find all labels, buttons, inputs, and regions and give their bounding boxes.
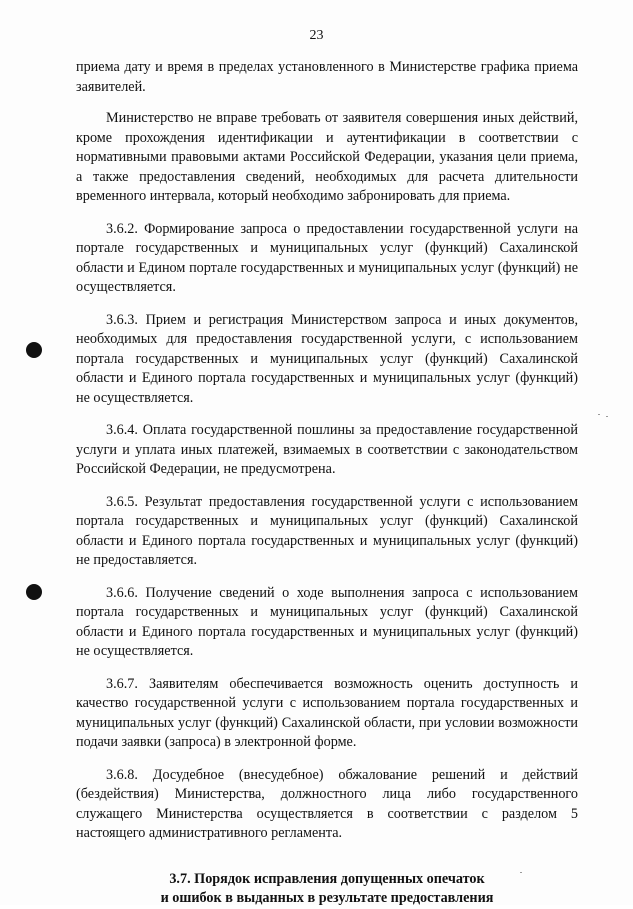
page-number: 23 bbox=[309, 28, 324, 43]
paragraph-3-6-5: 3.6.5. Результат предоставления государственной услуги с использованием портала государственных и муниципальных услуг (функций) Сахалинской области и Единого портала государственных и муниципальных услуг (функций) не предоставляется. bbox=[76, 493, 578, 568]
section-heading-line: и ошибок в выданных в результате предоставления bbox=[160, 890, 494, 906]
document-body bbox=[76, 58, 578, 909]
section-heading-line: 3.7. Порядок исправления допущенных опечаток bbox=[169, 870, 485, 887]
paragraph-3-6-4: 3.6.4. Оплата государственной пошлины за предоставление государственной услуги и уплата иных платежей, взимаемых в соответствии с законодательством Российской Федерации, не предусмотрена. bbox=[76, 422, 578, 477]
paragraph-3-6-2: 3.6.2. Формирование запроса о предоставлении государственной услуги на портале государственных и муниципальных услуг (функций) Сахалинской области и Едином портале государственных и муниципальных услуг (функций) не осуществляется. bbox=[76, 220, 578, 295]
scan-speck bbox=[598, 414, 600, 415]
paragraph-3-6-6: 3.6.6. Получение сведений о ходе выполнения запроса с использованием портала государственных и муниципальных услуг (функций) Сахалинской области и Единого портала государственных и муниципальных услуг (функций) не осуществляется. bbox=[76, 584, 578, 659]
paragraph-3-6-8: 3.6.8. Досудебное (внесудебное) обжалование решений и действий (бездействия) Министерства, должностного лица либо государственного служащего Министерства осуществляется в соответствии с разделом 5 настоящего административного регламента. bbox=[76, 766, 578, 841]
paragraph-3-6-7: 3.6.7. Заявителям обеспечивается возможность оценить доступность и качество государственной услуги с использованием портала государственных и муниципальных услуг (функций) Сахалинской области, при условии возможности подачи заявки (запроса) в электронной форме. bbox=[76, 675, 578, 750]
paragraph-ministry-restrictions: Министерство не вправе требовать от заявителя совершения иных действий, кроме прохождения идентификации и аутентификации в соответствии с нормативными правовыми актами Российской Федерации, указания цели приема, а также предоставления сведений, необходимых для расчета длительности временного интервала, который необходимо забронировать для приема. bbox=[76, 110, 578, 204]
binder-hole-mark bbox=[26, 584, 42, 600]
section-heading-3-7 bbox=[76, 870, 578, 909]
scan-speck bbox=[606, 416, 608, 417]
paragraph-3-6-3: 3.6.3. Прием и регистрация Министерством запроса и иных документов, необходимых для предоставления государственной услуги, с использованием портала государственных и муниципальных услуг (функций) Сахалинской области и Единого портала государственных и муниципальных услуг (функций) не осуществляется. bbox=[76, 311, 578, 406]
paragraph-continuation: приема дату и время в пределах установленного в Министерстве графика приема заявителей. bbox=[76, 59, 578, 95]
binder-hole-mark bbox=[26, 342, 42, 358]
